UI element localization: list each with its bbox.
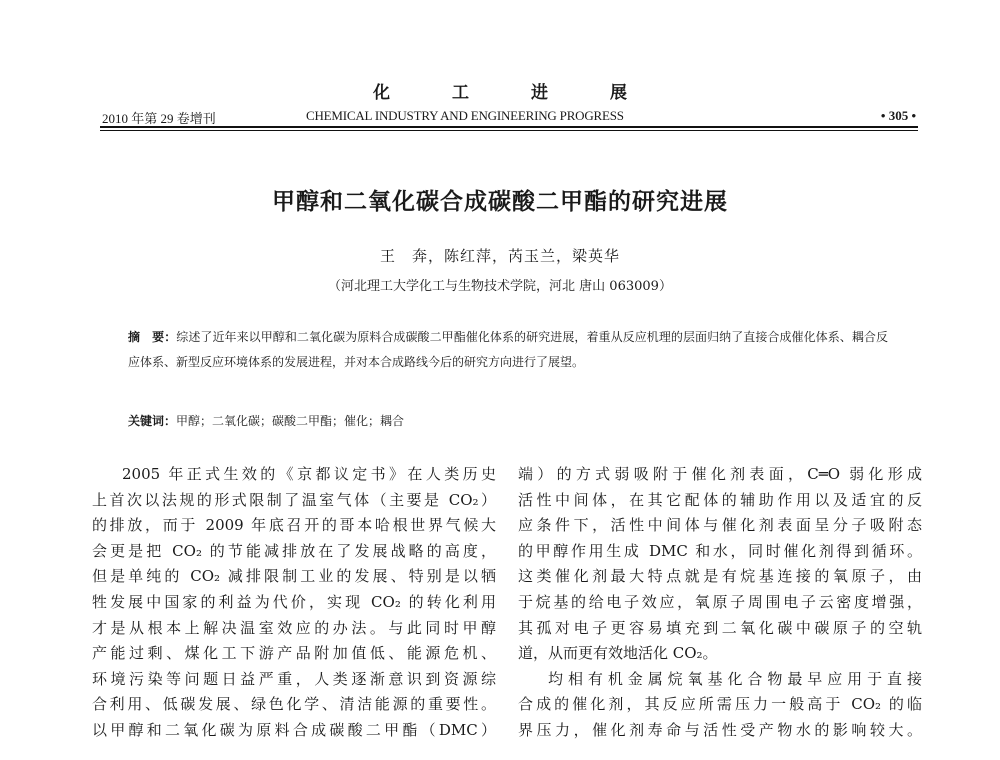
header-rule-thin — [100, 130, 918, 131]
body-line: 产能过剩、煤化工下游产品附加值低、能源危机、 — [92, 644, 496, 663]
abstract-text: 综述了近年来以甲醇和二氧化碳为原料合成碳酸二甲酯催化体系的研究进展，着重从反应机理的层面归纳了直接合成催化体系、耦合反应体系、新型反应环境体系的发展进程，并对本合成路线今后的研究方向进行了展望。 — [128, 330, 888, 369]
article-authors: 王 奔，陈红萍，芮玉兰，梁英华 — [379, 247, 620, 265]
journal-name-en: CHEMICAL INDUSTRY AND ENGINEERING PROGRESS — [306, 108, 624, 123]
body-line: 才是从根本上解决温室效应的办法。与此同时甲醇 — [92, 618, 496, 637]
body-line: 应条件下，活性中间体与催化剂表面呈分子吸附态 — [518, 516, 922, 535]
keywords-text: 甲醇；二氧化碳；碳酸二甲酯；催化；耦合 — [176, 414, 405, 428]
page-number: • 305 • — [880, 108, 916, 123]
abstract — [128, 325, 888, 375]
journal-char: 展 — [610, 83, 627, 103]
body-line: 环境污染等问题日益严重，人类逐渐意识到资源综 — [92, 669, 496, 688]
running-head — [100, 108, 918, 128]
header-rule-thick — [100, 126, 918, 128]
body-line: 端）的方式弱吸附于催化剂表面，C═O 弱化形成 — [518, 465, 922, 483]
body-line: 牲发展中国家的利益为代价，实现 CO₂ 的转化利用 — [92, 592, 496, 611]
body-line: 2005 年正式生效的《京都议定书》在人类历史 — [122, 465, 496, 483]
keywords-label: 关键词： — [128, 414, 177, 428]
article-title: 甲醇和二氧化碳合成碳酸二甲酯的研究进展 — [272, 189, 728, 215]
body-line: 均相有机金属烷氧基化合物最早应用于直接 — [548, 669, 922, 688]
body-line: 但是单纯的 CO₂ 减排限制工业的发展、特别是以牺 — [92, 567, 496, 586]
body-column-right — [518, 462, 922, 744]
body-line: 的排放，而于 2009 年底召开的哥本哈根世界气候大 — [92, 516, 496, 535]
body-line: 其孤对电子更容易填充到二氧化碳中碳原子的空轨 — [518, 618, 922, 637]
body-line: 会更是把 CO₂ 的节能减排放在了发展战略的高度， — [92, 541, 496, 560]
body-line: 合利用、低碳发展、绿色化学、清洁能源的重要性。 — [92, 695, 496, 714]
body-line: 的甲醇作用生成 DMC 和水，同时催化剂得到循环。 — [518, 541, 922, 560]
body-line: 界压力，催化剂寿命与活性受产物水的影响较大。 — [518, 720, 922, 739]
journal-char: 进 — [531, 83, 548, 103]
journal-char: 化 — [373, 83, 390, 103]
body-line: 这类催化剂最大特点就是有烷基连接的氧原子，由 — [518, 567, 922, 586]
keywords — [128, 412, 888, 429]
article-affiliation: （河北理工大学化工与生物技术学院，河北 唐山 063009） — [328, 279, 672, 294]
body-line: 以甲醇和二氧化碳为原料合成碳酸二甲酯（DMC） — [92, 720, 496, 739]
body-line: 合成的催化剂，其反应所需压力一般高于 CO₂ 的临 — [518, 695, 922, 714]
body-line: 道，从而更有效地活化 CO₂。 — [518, 644, 718, 663]
journal-name-cn — [0, 78, 1000, 103]
body-line: 活性中间体，在其它配体的辅助作用以及适宜的反 — [518, 490, 922, 509]
body-line: 上首次以法规的形式限制了温室气体（主要是 CO₂） — [92, 490, 496, 509]
issue-info: 2010 年第 29 卷增刊 — [102, 111, 216, 126]
body-column-left — [92, 462, 496, 744]
abstract-label: 摘 要： — [128, 330, 177, 344]
body-line: 于烷基的给电子效应，氧原子周围电子云密度增强， — [518, 592, 922, 611]
journal-char: 工 — [452, 83, 469, 103]
